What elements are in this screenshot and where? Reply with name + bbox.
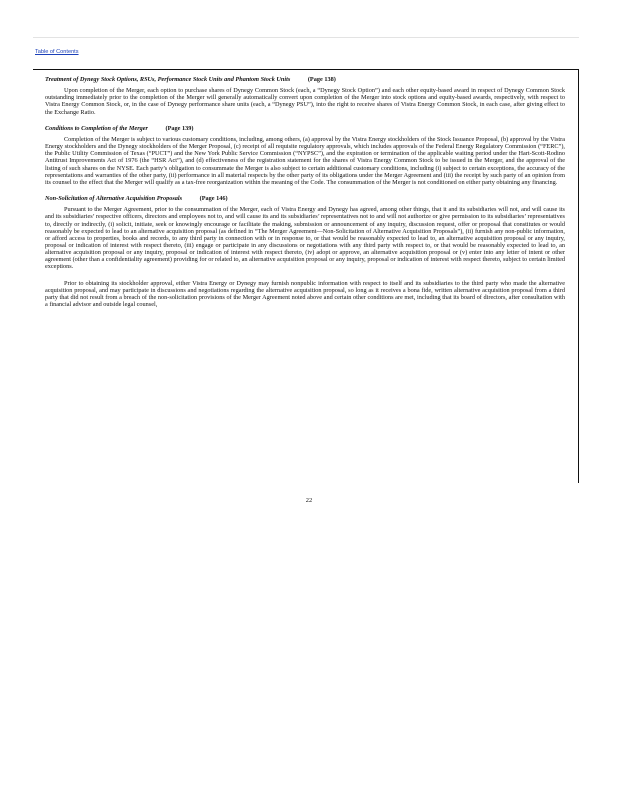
paragraph-stock-options: Upon completion of the Merger, each option to purchase shares of Dynegy Common Stock (each, a “Dynegy Stock Option”) and each other equity-based award in respect of Dynegy Common Stock outstanding immediately prior to the completion of the Merger will generally automatically convert upon completion of the Merger into stock options and equity-based awards, respectively, with respect to Vistra Energy Common Stock, or, in the case of Dynegy performance share units (each, a “Dynegy PSU”), into the right to receive shares of Vistra Energy Common Stock, in each case, after giving effect to the Exchange Ratio. bbox=[45, 87, 565, 116]
section-heading-non-solicitation bbox=[45, 195, 565, 202]
section-heading-stock-options bbox=[45, 76, 565, 83]
table-of-contents-link[interactable]: Table of Contents bbox=[35, 49, 79, 55]
page-reference: (Page 146) bbox=[199, 195, 228, 203]
paragraph-conditions: Completion of the Merger is subject to various customary conditions, including, among others, (a) approval by the Vistra Energy stockholders of the Stock Issuance Proposal, (b) approval by the Vistra Energy stockholders and the Dynegy stockholders of the Merger Proposal, (c) receipt of all requisite regulatory approvals, which includes approvals of the Federal Energy Regulatory Commission (“FERC”), the Public Utility Commission of Texas (“PUCT”) and the New York Public Service Commission (“NYPSC”), and the expiration or termination of the applicable waiting period under the Hart-Scott-Rodino Antitrust Improvements Act of 1976 (the “HSR Act”), and (d) effectiveness of the registration statement for the shares of Vistra Energy Common Stock to be issued in the Merger, and the approval of the listing of such shares on the NYSE. Each party’s obligation to consummate the Merger is also subject to certain additional customary conditions, including (i) subject to certain exceptions, the accuracy of the representations and warranties of the other party, (ii) performance in all material respects by the other party of its obligations under the Merger Agreement and (iii) the receipt by such party of an opinion from its counsel to the effect that the Merger will qualify as a tax-free reorganization within the meaning of the Code. The consummation of the Merger is not conditioned on either party obtaining any financing. bbox=[45, 135, 565, 186]
page-number: 22 bbox=[305, 497, 313, 504]
page-reference: (Page 139) bbox=[165, 124, 194, 132]
section-title: Non-Solicitation of Alternative Acquisition Proposals bbox=[45, 195, 183, 203]
page-reference: (Page 138) bbox=[307, 76, 336, 83]
document-body bbox=[45, 76, 565, 317]
paragraph-non-solicitation-2: Prior to obtaining its stockholder approval, either Vistra Energy or Dynegy may furnish nonpublic information with respect to itself and its subsidiaries to the third party who made the alternative acquisition proposal, and may participate in discussions and negotiations regarding the alternative acquisition proposal, so long as it receives a bona fide, written alternative acquisition proposal from a third party that did not result from a breach of the non-solicitation provisions of the Merger Agreement noted above and certain other conditions are met, including that its board of directors, after consultation with a financial advisor and outside legal counsel, bbox=[45, 279, 565, 309]
paragraph-non-solicitation-1: Pursuant to the Merger Agreement, prior to the consummation of the Merger, each of Vistra Energy and Dynegy has agreed, among other things, that it and its subsidiaries will not, and will cause its and its subsidiaries’ respective officers, directors and employees not to, and will cause its and its subsidiaries’ representatives not to and will not authorize or give permission to its subsidiaries’ representatives to, directly or indirectly, (i) solicit, initiate, seek or knowingly encourage or facilitate the making, submission or announcement of any inquiry, discussion request, offer or proposal that constitutes or would reasonably be expected to lead to an alternative acquisition proposal (as defined in “The Merger Agreement—Non-Solicitation of Alternative Acquisition Proposals”), (ii) furnish any non-public information, or afford access to properties, books and records, to any third party in connection with or in response to, or that would be reasonably expected to lead to, an alternative acquisition proposal or any inquiry, proposal or indication of interest with respect thereto, (iii) engage or participate in any discussions or negotiations with any third party with respect to, or that would be reasonably expected to lead to, an alternative acquisition proposal or any inquiry, proposal or indication of interest with respect thereto, (iv) adopt or approve, an alternative acquisition proposal or (v) enter into any letter of intent or other agreement (other than a confidentiality agreement) providing for or related to, an alternative acquisition proposal or any inquiry, proposal or indication of interest with respect thereto, subject to certain limited exceptions. bbox=[45, 206, 565, 271]
section-title: Treatment of Dynegy Stock Options, RSUs, Performance Stock Units and Phantom Stock Units bbox=[45, 76, 291, 83]
section-title: Conditions to Completion of the Merger bbox=[45, 124, 148, 132]
top-rule bbox=[33, 37, 579, 38]
section-heading-conditions bbox=[45, 125, 565, 132]
